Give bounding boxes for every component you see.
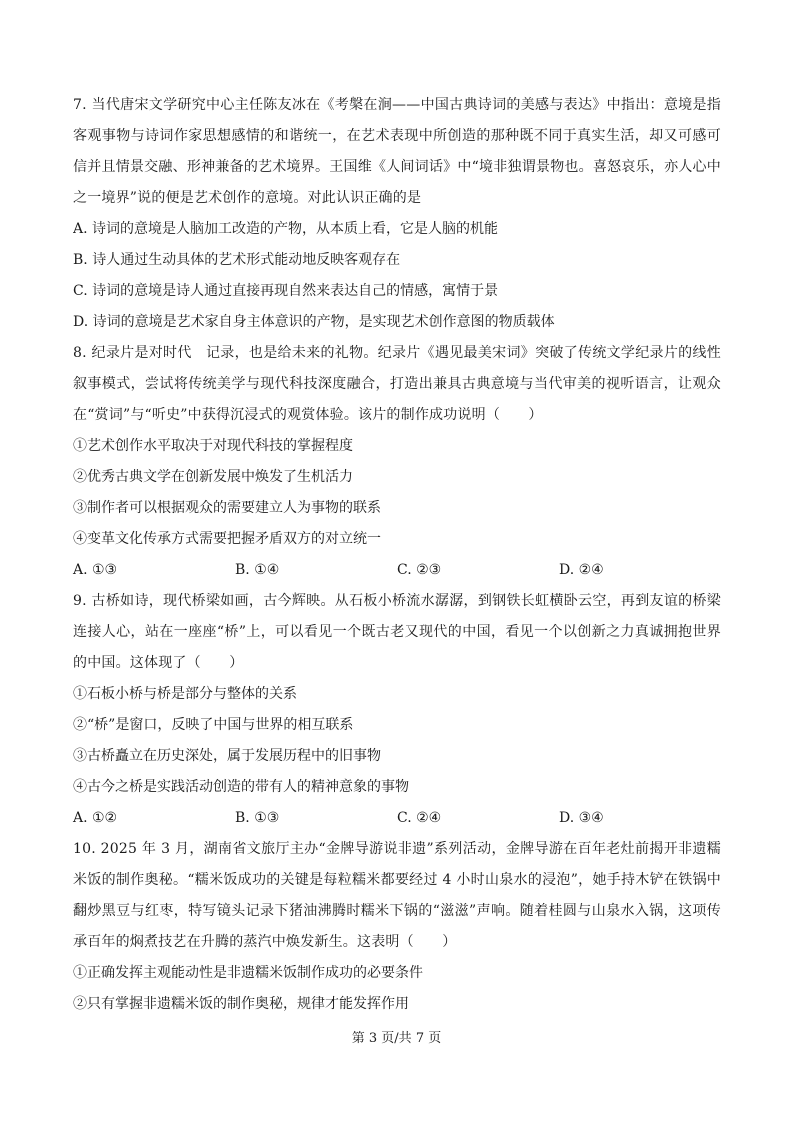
question-8-choice-b: B. ①④ <box>235 562 280 578</box>
question-9-item-1: ①石板小桥与桥是部分与整体的关系 <box>73 686 297 702</box>
question-7-option-a: A. 诗词的意境是人脑加工改造的产物，从本质上看，它是人脑的机能 <box>73 221 499 237</box>
exam-page <box>73 90 721 1020</box>
question-8-item-2: ②优秀古典文学在创新发展中焕发了生机活力 <box>73 469 353 485</box>
question-9-choice-d: D. ③④ <box>559 810 604 826</box>
question-8-item-1: ①艺术创作水平取决于对现代科技的掌握程度 <box>73 438 353 454</box>
question-9-choice-c: C. ②④ <box>397 810 442 826</box>
question-9-item-3: ③古桥矗立在历史深处，属于发展历程中的旧事物 <box>73 748 381 764</box>
question-9-choices <box>73 803 721 834</box>
question-10-item-2: ②只有掌握非遗糯米饭的制作奥秘，规律才能发挥作用 <box>73 996 409 1012</box>
question-10-stem: 10. 2025 年 3 月，湖南省文旅厅主办“金牌导游说非遗”系列活动，金牌导游在百年老灶前揭开非遗糯米饭的制作奥秘。“糯米饭成功的关键是每粒糯米都要经过 4 小时山泉水的浸泡”，她手持木铲在铁锅中翻炒黑豆与红枣，特写镜头记录下猪油沸腾时糯米下锅的“滋滋”声响。随着桂圆与山泉水入锅，这项传承百年的焖煮技艺在升腾的蒸汽中焕发新生。这表明（ ） <box>73 841 721 950</box>
page-footer <box>0 1029 793 1049</box>
question-8 <box>73 338 721 586</box>
question-9-item-2: ②“桥”是窗口，反映了中国与世界的相互联系 <box>73 717 354 733</box>
question-8-item-3: ③制作者可以根据观众的需要建立人为事物的联系 <box>73 500 381 516</box>
question-7-option-b: B. 诗人通过生动具体的艺术形式能动地反映客观存在 <box>73 252 401 268</box>
question-9-item-4: ④古今之桥是实践活动创造的带有人的精神意象的事物 <box>73 779 409 795</box>
question-9-choice-a: A. ①② <box>73 810 118 826</box>
question-8-choices <box>73 555 721 586</box>
question-10-item-1: ①正确发挥主观能动性是非遗糯米饭制作成功的必要条件 <box>73 965 423 981</box>
question-8-choice-c: C. ②③ <box>397 562 442 578</box>
question-10 <box>73 834 721 1020</box>
question-7-stem: 7. 当代唐宋文学研究中心主任陈友冰在《考槃在涧——中国古典诗词的美感与表达》中指出：意境是指客观事物与诗词作家思想感情的和谐统一，在艺术表现中所创造的那种既不同于真实生活，却又可感可信并且情景交融、形神兼备的艺术境界。王国维《人间词话》中“境非独谓景物也。喜怒哀乐，亦人心中之一境界”说的便是艺术创作的意境。对此认识正确的是 <box>73 97 721 206</box>
question-9-stem: 9. 古桥如诗，现代桥梁如画，古今辉映。从石板小桥流水潺潺，到钢铁长虹横卧云空，再到友谊的桥梁连接人心，站在一座座“桥”上，可以看见一个既古老又现代的中国，看见一个以创新之力真诚拥抱世界的中国。这体现了（ ） <box>73 593 721 671</box>
question-8-item-4: ④变革文化传承方式需要把握矛盾双方的对立统一 <box>73 531 381 547</box>
question-8-choice-a: A. ①③ <box>73 562 118 578</box>
page-number-label: 第 3 页/共 7 页 <box>351 1031 442 1046</box>
question-7-option-d: D. 诗词的意境是艺术家自身主体意识的产物，是实现艺术创作意图的物质载体 <box>73 314 555 330</box>
question-7-option-c: C. 诗词的意境是诗人通过直接再现自然来表达自己的情感，寓情于景 <box>73 283 499 299</box>
question-8-stem: 8. 纪录片是对时代 记录，也是给未来的礼物。纪录片《遇见最美宋词》突破了传统文学纪录片的线性叙事模式，尝试将传统美学与现代科技深度融合，打造出兼具古典意境与当代审美的视听语言，让观众在“赏词”与“听史”中获得沉浸式的观赏体验。该片的制作成功说明（ ） <box>73 345 721 423</box>
question-9 <box>73 586 721 834</box>
question-8-choice-d: D. ②④ <box>559 562 604 578</box>
question-9-choice-b: B. ①③ <box>235 810 280 826</box>
question-7 <box>73 90 721 338</box>
